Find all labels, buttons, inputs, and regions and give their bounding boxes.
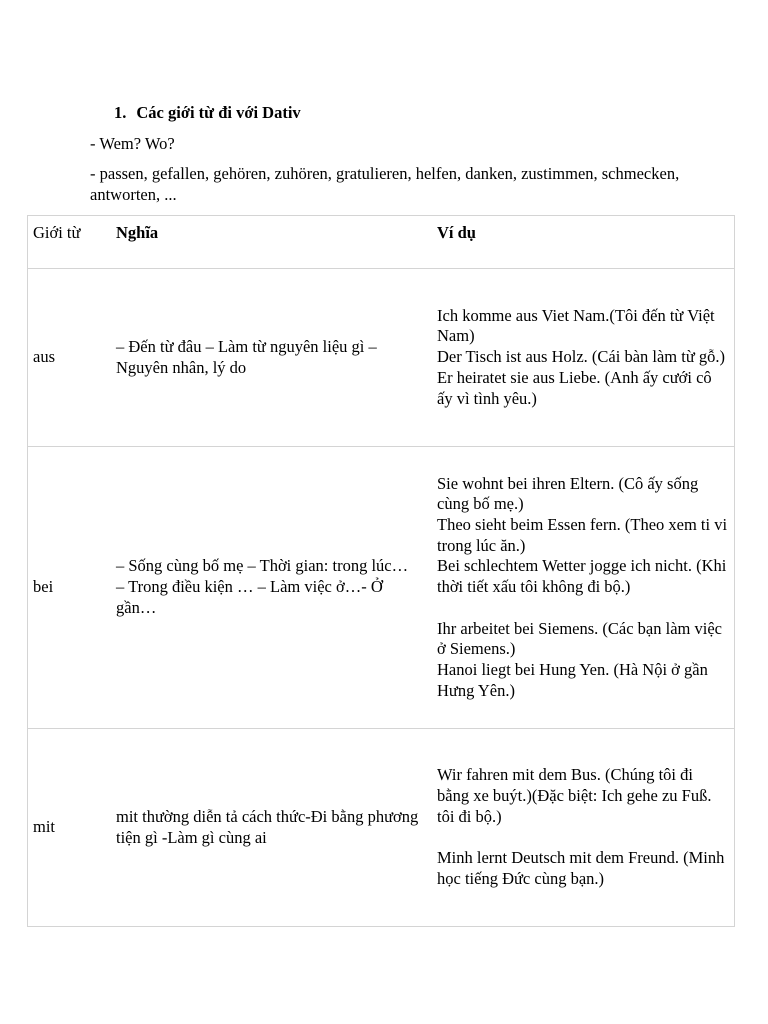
example-line: Hanoi liegt bei Hung Yen. (Hà Nội ở gần Hưng Yên.) [437,659,708,700]
blank-line [437,598,728,619]
header-example: Ví dụ [437,216,735,269]
example-line: Theo sieht beim Essen fern. (Theo xem ti vi trong lúc ăn.) [437,515,728,555]
table-row [28,269,735,447]
preposition-cell: mit [28,729,117,927]
example-cell [437,269,735,447]
example-cell [437,729,735,927]
example-cell [437,447,735,729]
preposition-table [27,215,735,927]
question-line: - Wem? Wo? [90,134,175,153]
example-line: Minh lernt Deutsch mit dem Freund. (Minh học tiếng Đức cùng bạn.) [437,848,725,888]
example-line: Sie wohnt bei ihren Eltern. (Cô ấy sống cùng bố mẹ.) [437,473,699,514]
example-line: Bei schlechtem Wetter jogge ich nicht. (Khi thời tiết xấu tôi không đi bộ.) [437,556,727,597]
heading-number: 1. [114,103,127,122]
meaning-cell [116,729,437,927]
meaning-line: – Trong điều kiện … – Làm việc ở…- Ở gần… [116,577,383,617]
verb-list: - passen, gefallen, gehören, zuhören, gratulieren, helfen, danken, zustimmen, schmecken, antworten, ... [90,164,680,204]
example-line: Ich komme aus Viet Nam.(Tôi đến từ Việt Nam) [437,305,715,346]
table-header-row [28,216,735,269]
meaning-cell [116,269,437,447]
preposition-cell: aus [28,269,117,447]
meaning-line: – Đến từ đâu – Làm từ nguyên liệu gì – Nguyên nhân, lý do [116,336,377,377]
table-row [28,729,735,927]
meaning-line: mit thường diễn tả cách thức-Đi bằng phương tiện gì -Làm gì cùng ai [116,806,419,847]
example-line: Ihr arbeitet bei Siemens. (Các bạn làm việc ở Siemens.) [437,618,722,659]
section-heading [114,103,301,123]
meaning-line: – Sống cùng bố mẹ – Thời gian: trong lúc… [116,556,409,576]
heading-title: Các giới từ đi với Dativ [136,103,301,122]
preposition-cell: bei [28,447,117,729]
header-meaning: Nghĩa [116,216,437,269]
example-line: Wir fahren mit dem Bus. (Chúng tôi đi bằng xe buýt.)(Đặc biệt: Ich gehe zu Fuß. tôi đi bộ.) [437,765,712,826]
meaning-cell [116,447,437,729]
header-preposition: Giới từ [28,216,117,269]
table-row [28,447,735,729]
blank-line [437,828,728,849]
example-line: Er heiratet sie aus Liebe. (Anh ấy cưới cô ấy vì tình yêu.) [437,367,712,408]
example-line: Der Tisch ist aus Holz. (Cái bàn làm từ gỗ.) [437,347,726,367]
